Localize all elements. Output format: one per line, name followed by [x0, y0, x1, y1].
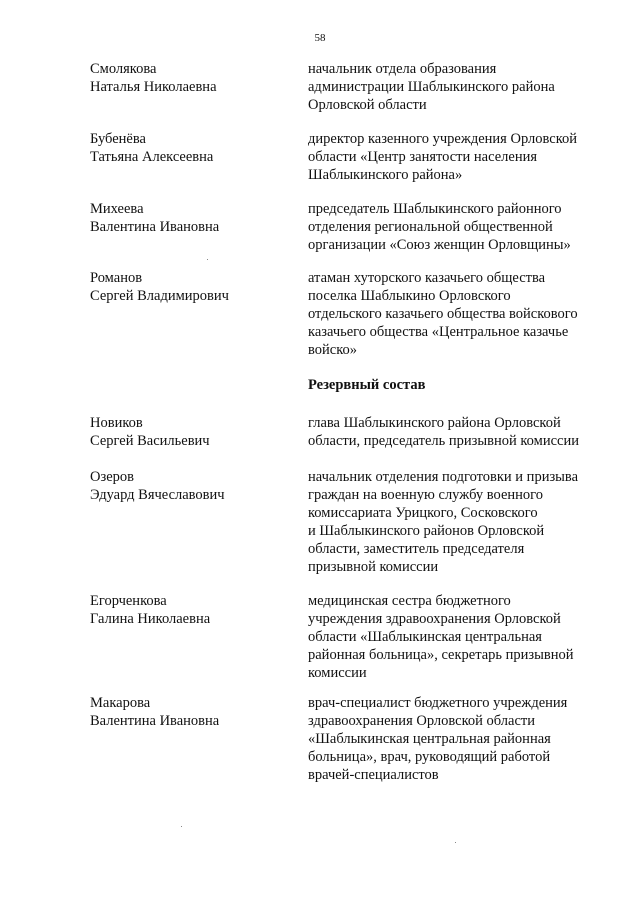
role-line: Орловской области — [308, 97, 427, 113]
member-role — [308, 130, 608, 184]
name-line: Бубенёва — [90, 131, 146, 147]
scan-speck — [455, 842, 456, 843]
member-role — [308, 694, 608, 784]
name-line: Романов — [90, 270, 143, 286]
member-name — [90, 592, 290, 628]
name-line: Татьяна Алексеевна — [90, 149, 214, 165]
role-line: поселка Шаблыкино Орловского — [308, 288, 511, 304]
role-line: медицинская сестра бюджетного — [308, 593, 511, 609]
member-name — [90, 60, 290, 96]
name-line: Сергей Васильевич — [90, 433, 210, 449]
name-line: Озеров — [90, 469, 134, 485]
name-line: Галина Николаевна — [90, 611, 211, 627]
role-line: комиссариата Урицкого, Сосковского — [308, 505, 538, 521]
member-role — [308, 414, 608, 450]
role-line: и Шаблыкинского районов Орловской — [308, 523, 545, 539]
role-line: председатель Шаблыкинского районного — [308, 201, 562, 217]
role-line: врачей-специалистов — [308, 767, 439, 783]
role-line: организации «Союз женщин Орловщины» — [308, 237, 571, 253]
role-line: атаман хуторского казачьего общества — [308, 270, 546, 286]
reserve-section-heading: Резервный состав — [308, 377, 426, 393]
name-line: Смолякова — [90, 61, 157, 77]
scan-speck — [181, 826, 182, 827]
member-name — [90, 200, 290, 236]
member-name — [90, 414, 290, 450]
role-line: директор казенного учреждения Орловской — [308, 131, 578, 147]
role-line: Шаблыкинского района» — [308, 167, 463, 183]
name-line: Михеева — [90, 201, 144, 217]
member-role — [308, 468, 608, 576]
member-name — [90, 269, 290, 305]
role-line: граждан на военную службу военного — [308, 487, 543, 503]
member-name — [90, 130, 290, 166]
role-line: призывной комиссии — [308, 559, 439, 575]
role-line: начальник отдела образования — [308, 61, 497, 77]
name-line: Сергей Владимирович — [90, 288, 229, 304]
member-role — [308, 592, 608, 682]
role-line: начальник отделения подготовки и призыва — [308, 469, 579, 485]
role-line: администрации Шаблыкинского района — [308, 79, 555, 95]
member-role — [308, 269, 608, 359]
role-line: больница», врач, руководящий работой — [308, 749, 551, 765]
role-line: здравоохранения Орловской области — [308, 713, 535, 729]
role-line: войско» — [308, 342, 358, 358]
member-role — [308, 200, 608, 254]
name-line: Эдуард Вячеславович — [90, 487, 225, 503]
name-line: Валентина Ивановна — [90, 713, 220, 729]
member-role — [308, 60, 608, 114]
role-line: отделения региональной общественной — [308, 219, 553, 235]
member-name — [90, 694, 290, 730]
scan-speck — [207, 259, 208, 260]
page-number: 58 — [314, 32, 326, 44]
role-line: области, председатель призывной комиссии — [308, 433, 579, 449]
role-line: учреждения здравоохранения Орловской — [308, 611, 561, 627]
name-line: Макарова — [90, 695, 151, 711]
role-line: врач-специалист бюджетного учреждения — [308, 695, 568, 711]
name-line: Егорченкова — [90, 593, 167, 609]
role-line: глава Шаблыкинского района Орловской — [308, 415, 561, 431]
member-name — [90, 468, 290, 504]
role-line: области, заместитель председателя — [308, 541, 525, 557]
name-line: Новиков — [90, 415, 143, 431]
role-line: области «Шаблыкинская центральная — [308, 629, 542, 645]
role-line: отдельского казачьего общества войскового — [308, 306, 578, 322]
role-line: районная больница», секретарь призывной — [308, 647, 574, 663]
role-line: «Шаблыкинская центральная районная — [308, 731, 551, 747]
name-line: Валентина Ивановна — [90, 219, 220, 235]
role-line: комиссии — [308, 665, 367, 681]
name-line: Наталья Николаевна — [90, 79, 217, 95]
role-line: казачьего общества «Центральное казачье — [308, 324, 569, 340]
role-line: области «Центр занятости населения — [308, 149, 538, 165]
